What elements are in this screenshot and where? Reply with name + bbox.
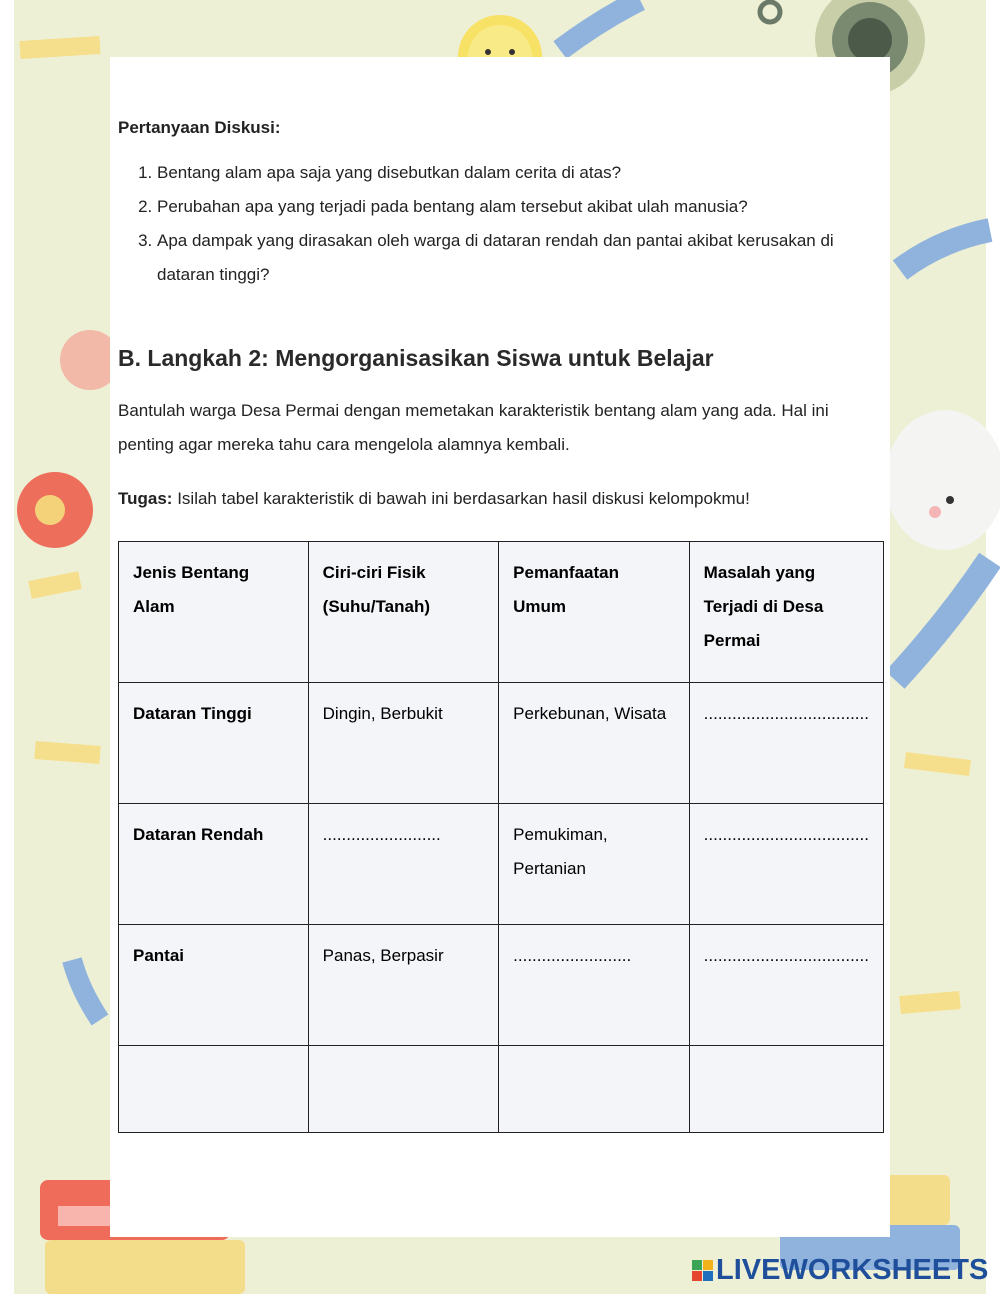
answer-blank-cell[interactable]: ...................................	[689, 804, 883, 925]
empty-answer-cell[interactable]	[689, 1046, 883, 1133]
empty-answer-cell[interactable]	[308, 1046, 499, 1133]
section-intro: Bantulah warga Desa Permai dengan memetakan karakteristik bentang alam yang ada. Hal ini penting agar mereka tahu cara mengelola alamnya kembali.	[118, 401, 829, 454]
ribbon-shape	[560, 0, 640, 50]
answer-blank-cell[interactable]: ...................................	[689, 925, 883, 1046]
header-landform-type: Jenis Bentang Alam	[119, 542, 309, 683]
table-row	[119, 804, 884, 925]
table-cell: Panas, Berpasir	[308, 925, 499, 1046]
table-cell: Pemukiman, Pertanian	[499, 804, 690, 925]
discussion-question: 3. Apa dampak yang dirasakan oleh warga di dataran rendah dan pantai akibat kerusakan di dataran tinggi?	[157, 224, 887, 292]
discussion-question-list	[118, 156, 887, 292]
empty-answer-cell[interactable]	[119, 1046, 309, 1133]
section-title: B. Langkah 2: Mengorganisasikan Siswa untuk Belajar	[118, 345, 714, 371]
empty-answer-cell[interactable]	[499, 1046, 690, 1133]
discussion-question: 1. Bentang alam apa saja yang disebutkan dalam cerita di atas?	[157, 156, 887, 190]
answer-blank-cell[interactable]: .........................	[308, 804, 499, 925]
header-common-use: Pemanfaatan Umum	[499, 542, 690, 683]
task-text: Isilah tabel karakteristik di bawah ini berdasarkan hasil diskusi kelompokmu!	[172, 489, 750, 508]
characteristics-table	[118, 541, 884, 1133]
logo-text: LIVEWORKSHEETS	[716, 1253, 989, 1286]
table-cell: Pantai	[119, 925, 309, 1046]
discussion-question: 2. Perubahan apa yang terjadi pada bentang alam tersebut akibat ulah manusia?	[157, 190, 887, 224]
table-cell: Dataran Tinggi	[119, 683, 309, 804]
task-instruction	[118, 482, 750, 516]
table-cell: Dataran Rendah	[119, 804, 309, 925]
table-header-row	[119, 542, 884, 683]
task-label: Tugas:	[118, 489, 173, 508]
liveworksheets-logo[interactable]	[692, 1254, 988, 1286]
table-row	[119, 925, 884, 1046]
answer-blank-cell[interactable]: .........................	[499, 925, 690, 1046]
table-row	[119, 1046, 884, 1133]
header-problems: Masalah yang Terjadi di Desa Permai	[689, 542, 883, 683]
table-cell: Dingin, Berbukit	[308, 683, 499, 804]
table-row	[119, 683, 884, 804]
liveworksheets-logo-icon	[692, 1260, 713, 1281]
header-physical-traits: Ciri-ciri Fisik (Suhu/Tanah)	[308, 542, 499, 683]
discussion-heading: Pertanyaan Diskusi:	[118, 118, 281, 137]
table-cell: Perkebunan, Wisata	[499, 683, 690, 804]
answer-blank-cell[interactable]: ...................................	[689, 683, 883, 804]
